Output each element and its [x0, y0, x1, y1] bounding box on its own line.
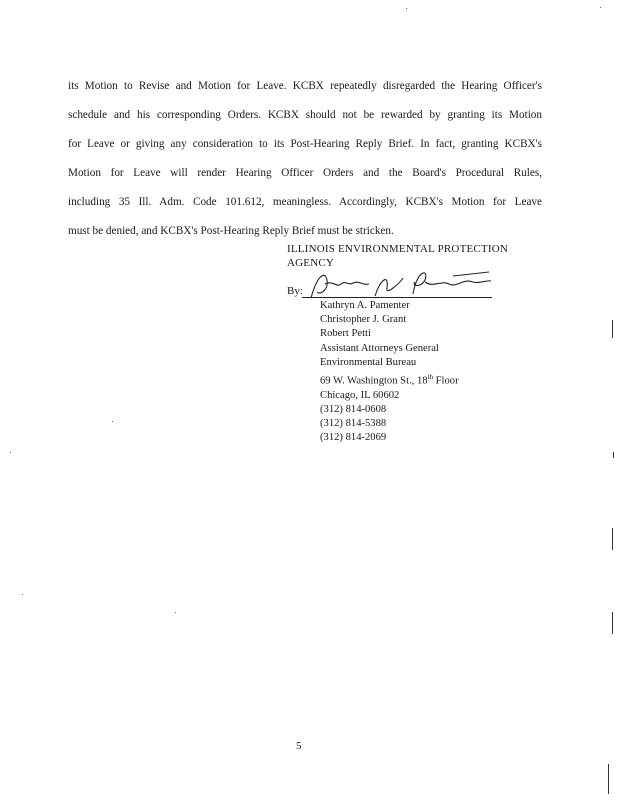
body-line: for Leave or giving any consideration to its Post-Hearing Reply Brief. In fact, granting KCBX's	[68, 138, 542, 150]
agency-line-1: ILLINOIS ENVIRONMENTAL PROTECTION	[287, 243, 509, 255]
agency-line-2: AGENCY	[287, 257, 335, 269]
ordinal-suffix: th	[427, 373, 434, 382]
signatory-name: Kathryn A. Pamenter	[320, 300, 410, 311]
scan-speck	[112, 421, 113, 422]
phone-number: (312) 814-2069	[320, 432, 387, 444]
signatory-name: Robert Petti	[320, 328, 371, 340]
scan-edge-mark	[612, 320, 613, 338]
body-line: including 35 Ill. Adm. Code 101.612, meaningless. Accordingly, KCBX's Motion for Leave	[68, 196, 542, 208]
signatory-title: Assistant Attorneys General	[320, 342, 439, 354]
address-city: Chicago, IL 60602	[320, 389, 400, 401]
scan-speck	[22, 594, 23, 595]
body-line: Motion for Leave will render Hearing Officer Orders and the Board's Procedural Rules,	[68, 167, 542, 179]
scan-edge-mark	[612, 528, 613, 550]
body-line: must be denied, and KCBX's Post-Hearing Reply Brief must be stricken.	[68, 225, 394, 237]
scan-edge-mark	[612, 612, 613, 634]
address-street	[320, 370, 459, 389]
scan-edge-mark	[608, 764, 609, 794]
by-label: By:	[287, 285, 303, 297]
phone-number: (312) 814-5388	[320, 418, 387, 430]
scan-speck	[406, 8, 407, 9]
scan-edge-mark	[613, 452, 614, 458]
scan-speck	[600, 7, 601, 8]
body-line: its Motion to Revise and Motion for Leave. KCBX repeatedly disregarded the Hearing Officer's	[68, 80, 542, 92]
phone-number: (312) 814-0608	[320, 403, 387, 415]
scan-speck	[175, 612, 176, 613]
street-text: 69 W. Washington St., 18	[320, 375, 428, 387]
body-line: schedule and his corresponding Orders. KCBX should not be rewarded by granting its Motion	[68, 109, 542, 121]
scan-speck	[10, 452, 11, 453]
signatory-name: Christopher J. Grant	[320, 314, 407, 326]
signature-line	[302, 297, 492, 298]
page-number: 5	[296, 740, 302, 752]
floor-text: Floor	[433, 375, 459, 387]
body-paragraph	[68, 72, 542, 246]
signatory-bureau: Environmental Bureau	[320, 356, 417, 368]
signatory-block	[320, 299, 459, 446]
